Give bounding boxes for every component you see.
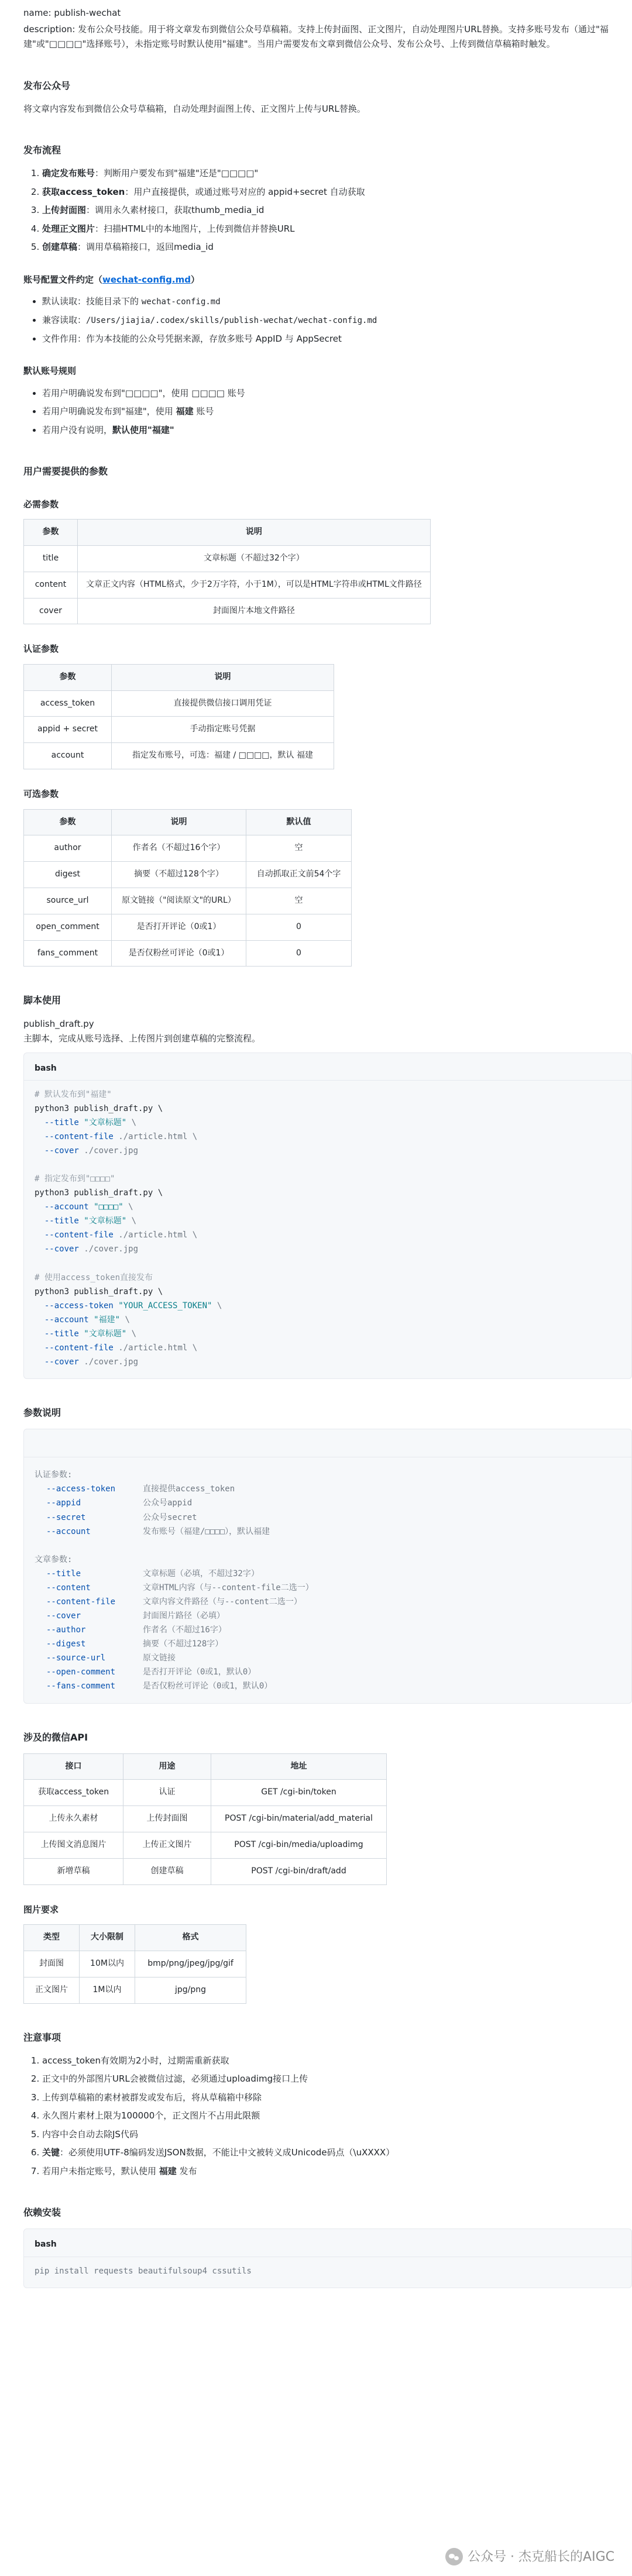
table-header-row xyxy=(24,1753,387,1780)
default-rule-account: □□□□ xyxy=(191,387,225,398)
config-item-label: 兼容读取： xyxy=(42,315,87,326)
table-cell: 直接提供微信接口调用凭证 xyxy=(112,690,334,717)
required-params-heading: 必需参数 xyxy=(23,498,59,510)
table-head xyxy=(24,1925,246,1951)
code-value: ./cover.jpg xyxy=(84,1244,139,1254)
deps-lang-label: bash xyxy=(24,2229,631,2257)
arg-desc: 文章内容文件路径（与--content二选一） xyxy=(143,1597,302,1607)
meta-description: description: 发布公众号技能。用于将文章发布到微信公众号草稿箱。支持上传封面图、正文图片，自动处理图片URL替换。支持多账号发布（通过"福建"或"□□□□"选择账号），未指定账号时默认使用"福建"。当用户需要发布文章到微信公众号、发布公众号、上传到微信草稿箱时触发。 xyxy=(23,23,609,49)
table-body xyxy=(24,1780,387,1884)
section-heading-image: 图片要求 xyxy=(23,1904,59,1915)
default-rule-account: 福建 xyxy=(176,406,194,417)
default-rule: • 若用户明确说发布到"□□□□"，使用 □□□□ 账号 xyxy=(42,386,609,401)
default-rule: • 若用户没有说明，默认使用"福建" xyxy=(42,423,609,438)
table-cell: account xyxy=(24,743,112,769)
table-row xyxy=(24,835,352,862)
flow-step-title: 处理正文图片 xyxy=(42,223,95,234)
code-value: "□□□□" xyxy=(94,1202,123,1212)
table-row xyxy=(24,1977,246,2003)
code-value: "文章标题" xyxy=(84,1329,127,1339)
table-cell: 上传封面图 xyxy=(123,1806,211,1832)
publish-intro: 将文章内容发布到微信公众号草稿箱，自动处理封面图上传、正文图片上传与URL替换。 xyxy=(23,103,366,114)
optional-params-heading: 可选参数 xyxy=(23,789,59,800)
flow-step: 4. 处理正文图片：扫描HTML中的本地图片，上传到微信并替换URL xyxy=(42,222,609,237)
arg-desc: 封面图片路径（必填） xyxy=(143,1611,225,1621)
arg-desc: 摘要（不超过128字） xyxy=(143,1639,224,1649)
table-cell: 空 xyxy=(246,888,352,914)
flow-step-title: 获取access_token xyxy=(42,186,125,197)
table-cell: 获取access_token xyxy=(24,1780,123,1806)
table-header-cell: 用途 xyxy=(123,1753,211,1780)
table-head xyxy=(24,1753,387,1780)
table-row xyxy=(24,1780,387,1806)
table-cell: 10M以内 xyxy=(80,1951,135,1977)
table-cell: title xyxy=(24,545,78,572)
args-content-grid xyxy=(35,1567,621,1694)
code-continuation: \ xyxy=(126,1216,137,1226)
arg-desc: 作者名（不超过16字） xyxy=(143,1625,226,1635)
arg-desc: 是否仅粉丝可评论（0或1，默认0） xyxy=(143,1681,273,1691)
script-code xyxy=(24,1081,631,1379)
table-cell: 摘要（不超过128个字） xyxy=(112,862,246,888)
table-cell: 封面图 xyxy=(24,1951,80,1977)
table-head xyxy=(24,520,431,546)
table-header-row xyxy=(24,520,431,546)
table-row xyxy=(24,743,334,769)
config-item-path: wechat-config.md xyxy=(141,297,221,307)
table-row xyxy=(24,598,431,624)
table-cell: jpg/png xyxy=(135,1977,246,2003)
code-command: python3 publish_draft.py \ xyxy=(35,1103,163,1113)
note-item-key: 关键 xyxy=(42,2147,60,2158)
meta-name: name: publish-wechat xyxy=(23,8,121,18)
table-header-cell: 大小限制 xyxy=(80,1925,135,1951)
code-value: "文章标题" xyxy=(84,1117,127,1127)
code-flag: --cover xyxy=(44,1357,84,1367)
note-item: 4. 永久图片素材上限为100000个，正文图片不占用此限额 xyxy=(42,2109,609,2124)
args-code xyxy=(24,1457,631,1703)
code-command: python3 publish_draft.py \ xyxy=(35,1287,163,1296)
args-code-header xyxy=(24,1429,631,1457)
table-head xyxy=(24,664,334,690)
table-row xyxy=(24,862,352,888)
config-item-path: /Users/jiajia/.codex/skills/publish-wechat/wechat-config.md xyxy=(86,316,377,326)
table-cell: 作者名（不超过16个字） xyxy=(112,835,246,862)
arg-flag: --account xyxy=(46,1526,91,1536)
arg-flag: --digest xyxy=(46,1639,86,1649)
auth-params-heading: 认证参数 xyxy=(23,644,59,655)
code-lang-label: bash xyxy=(24,1053,631,1081)
code-continuation: \ xyxy=(187,1343,198,1353)
code-continuation: \ xyxy=(187,1230,198,1240)
section-heading-config xyxy=(23,273,609,288)
table-cell: 是否打开评论（0或1） xyxy=(112,914,246,940)
config-item-label: 默认读取： xyxy=(42,296,87,307)
required-params-table xyxy=(23,519,431,624)
table-cell: cover xyxy=(24,598,78,624)
note-item: 2. 正文中的外部图片URL会被微信过滤，必须通过uploadimg接口上传 xyxy=(42,2072,609,2087)
table-cell: 0 xyxy=(246,940,352,967)
wechat-icon xyxy=(445,2548,463,2565)
code-flag: --access-token xyxy=(44,1301,119,1311)
code-continuation: \ xyxy=(187,1131,198,1141)
table-cell: 正文图片 xyxy=(24,1977,80,2003)
table-row xyxy=(24,1951,246,1977)
table-cell: 是否仅粉丝可评论（0或1） xyxy=(112,940,246,967)
arg-desc: 是否打开评论（0或1，默认0） xyxy=(143,1667,256,1677)
table-row xyxy=(24,690,334,717)
config-item: • 文件作用：作为本技能的公众号凭据来源，存放多账号 AppID 与 AppSecret xyxy=(42,332,609,347)
note-item: 1. access_token有效期为2小时，过期需重新获取 xyxy=(42,2054,609,2069)
image-requirements-table xyxy=(23,1924,246,2003)
code-value: "福建" xyxy=(94,1315,121,1325)
note-item: 6. 关键：必须使用UTF-8编码发送JSON数据，不能让中文被转义成Unicode码点（\uXXXX） xyxy=(42,2145,609,2161)
config-item: • 默认读取：技能目录下的 wechat-config.md xyxy=(42,294,609,309)
table-cell: open_comment xyxy=(24,914,112,940)
section-heading-default-account: 默认账号规则 xyxy=(23,366,77,377)
table-cell: 上传永久素材 xyxy=(24,1806,123,1832)
table-header-cell: 接口 xyxy=(24,1753,123,1780)
table-header-cell: 默认值 xyxy=(246,809,352,835)
optional-params-table xyxy=(23,809,352,967)
code-continuation: \ xyxy=(120,1315,130,1325)
watermark xyxy=(445,2546,614,2568)
arg-flag: --access-token xyxy=(46,1484,116,1494)
section-heading-publish: 发布公众号 xyxy=(23,80,71,91)
auth-params-table xyxy=(23,664,334,769)
code-value: ./cover.jpg xyxy=(84,1357,139,1367)
code-value: ./cover.jpg xyxy=(84,1146,139,1155)
arg-flag: --author xyxy=(46,1625,86,1635)
config-heading-prefix: 账号配置文件约定（ xyxy=(23,274,103,285)
table-cell: 1M以内 xyxy=(80,1977,135,2003)
table-row xyxy=(24,940,352,967)
table-cell: content xyxy=(24,572,78,598)
code-flag: --content-file xyxy=(44,1230,119,1240)
note-item: 3. 上传到草稿箱的素材被群发或发布后，将从草稿箱中移除 xyxy=(42,2090,609,2106)
args-code-block xyxy=(23,1429,632,1703)
code-value: ./article.html xyxy=(118,1131,188,1141)
code-value: "YOUR_ACCESS_TOKEN" xyxy=(118,1301,212,1311)
table-cell: author xyxy=(24,835,112,862)
table-header-cell: 参数 xyxy=(24,809,112,835)
table-row xyxy=(24,545,431,572)
table-row xyxy=(24,1832,387,1859)
table-cell: source_url xyxy=(24,888,112,914)
arg-desc: 文章标题（必填，不超过32字） xyxy=(143,1569,259,1578)
code-continuation: \ xyxy=(126,1329,137,1339)
flow-step: 1. 确定发布账号：判断用户要发布到"福建"还是"□□□□" xyxy=(42,166,609,181)
table-cell: 上传正文图片 xyxy=(123,1832,211,1859)
table-cell: access_token xyxy=(24,690,112,717)
table-cell: 创建草稿 xyxy=(123,1858,211,1884)
table-cell: POST /cgi-bin/media/uploadimg xyxy=(211,1832,387,1859)
arg-flag: --title xyxy=(46,1569,81,1578)
note-item: 7. 若用户未指定账号，默认使用 福建 发布 xyxy=(42,2164,609,2179)
table-cell: 原文链接（"阅读原文"的URL） xyxy=(112,888,246,914)
config-file-link[interactable]: wechat-config.md xyxy=(102,274,191,285)
section-heading-api: 涉及的微信API xyxy=(23,1731,88,1743)
table-row xyxy=(24,1806,387,1832)
notes-list xyxy=(23,2054,609,2179)
table-cell: 文章标题（不超过32个字） xyxy=(78,545,431,572)
table-row xyxy=(24,572,431,598)
args-auth-grid xyxy=(35,1482,621,1538)
deps-command: pip install requests beautifulsoup4 cssutils xyxy=(35,2266,252,2276)
table-body xyxy=(24,545,431,624)
flow-steps-list xyxy=(23,166,609,255)
config-item xyxy=(42,313,609,328)
flow-step: 2. 获取access_token：用户直接提供，或通过账号对应的 appid+secret 自动获取 xyxy=(42,185,609,200)
section-heading-flow: 发布流程 xyxy=(23,145,61,156)
code-command: python3 publish_draft.py \ xyxy=(35,1188,163,1198)
arg-flag: --source-url xyxy=(46,1653,106,1663)
table-header-cell: 格式 xyxy=(135,1925,246,1951)
table-body xyxy=(24,690,334,769)
code-flag: --title xyxy=(44,1117,84,1127)
args-auth-title: 认证参数: xyxy=(35,1470,73,1480)
script-description: 主脚本，完成从账号选择、上传图片到创建草稿的完整流程。 xyxy=(23,1033,261,1044)
section-heading-deps: 依赖安装 xyxy=(23,2207,61,2219)
section-heading-args: 参数说明 xyxy=(23,1407,61,1419)
table-header-cell: 说明 xyxy=(112,664,334,690)
table-body xyxy=(24,1951,246,2003)
script-code-block xyxy=(23,1053,632,1380)
code-flag: --content-file xyxy=(44,1343,119,1353)
table-cell: 空 xyxy=(246,835,352,862)
table-cell: POST /cgi-bin/material/add_material xyxy=(211,1806,387,1832)
note-item-account: 福建 xyxy=(159,2165,177,2176)
arg-flag: --open-comment xyxy=(46,1667,116,1677)
watermark-text: 公众号 · 杰克船长的AIGC xyxy=(468,2549,614,2564)
code-flag: --title xyxy=(44,1329,84,1339)
table-header-row xyxy=(24,809,352,835)
flow-step-title: 创建草稿 xyxy=(42,242,78,253)
table-header-cell: 说明 xyxy=(112,809,246,835)
table-row xyxy=(24,1858,387,1884)
table-cell: 指定发布账号，可选：福建 / □□□□，默认 福建 xyxy=(112,743,334,769)
table-header-row xyxy=(24,1925,246,1951)
section-heading-notes: 注意事项 xyxy=(23,2031,61,2043)
code-value: "文章标题" xyxy=(84,1216,127,1226)
code-comment: # 默认发布到"福建" xyxy=(35,1089,112,1099)
code-flag: --account xyxy=(44,1202,94,1212)
config-item-label: 文件作用： xyxy=(42,333,87,344)
flow-step-title: 上传封面图 xyxy=(42,205,87,216)
config-heading-suffix: ） xyxy=(190,274,200,285)
section-heading-params: 用户需要提供的参数 xyxy=(23,466,108,477)
table-row xyxy=(24,717,334,743)
table-head xyxy=(24,809,352,835)
code-continuation: \ xyxy=(123,1202,133,1212)
table-row xyxy=(24,888,352,914)
arg-flag: --appid xyxy=(46,1498,81,1508)
flow-step: 5. 创建草稿：调用草稿箱接口，返回media_id xyxy=(42,240,609,255)
arg-desc: 文章HTML内容（与--content-file二选一） xyxy=(143,1583,314,1593)
note-item: 5. 内容中会自动去除JS代码 xyxy=(42,2127,609,2142)
api-table xyxy=(23,1753,387,1885)
config-list xyxy=(23,294,609,346)
arg-desc: 直接提供access_token xyxy=(143,1484,235,1494)
table-header-cell: 说明 xyxy=(78,520,431,546)
arg-desc: 公众号appid xyxy=(143,1498,193,1508)
table-header-row xyxy=(24,664,334,690)
table-header-cell: 参数 xyxy=(24,520,78,546)
table-header-cell: 参数 xyxy=(24,664,112,690)
table-cell: bmp/png/jpeg/jpg/gif xyxy=(135,1951,246,1977)
args-content-title: 文章参数: xyxy=(35,1554,73,1564)
code-flag: --cover xyxy=(44,1146,84,1155)
code-value: ./article.html xyxy=(118,1343,188,1353)
arg-flag: --secret xyxy=(46,1512,86,1522)
script-file-name: publish_draft.py xyxy=(23,1018,94,1029)
table-cell: 自动抓取正文前54个字 xyxy=(246,862,352,888)
table-row xyxy=(24,914,352,940)
table-cell: fans_comment xyxy=(24,940,112,967)
default-rule-account: 默认使用"福建" xyxy=(112,424,174,435)
table-header-cell: 类型 xyxy=(24,1925,80,1951)
table-header-cell: 地址 xyxy=(211,1753,387,1780)
flow-step: 3. 上传封面图：调用永久素材接口，获取thumb_media_id xyxy=(42,203,609,218)
table-cell: 封面图片本地文件路径 xyxy=(78,598,431,624)
arg-flag: --fans-comment xyxy=(46,1681,116,1691)
code-continuation: \ xyxy=(126,1117,137,1127)
arg-flag: --content-file xyxy=(46,1597,116,1607)
code-flag: --title xyxy=(44,1216,84,1226)
table-cell: 0 xyxy=(246,914,352,940)
arg-desc: 发布账号（福建/□□□□），默认福建 xyxy=(143,1526,270,1536)
arg-flag: --cover xyxy=(46,1611,81,1621)
deps-code-block xyxy=(23,2228,632,2288)
table-cell: digest xyxy=(24,862,112,888)
table-cell: 上传图文消息图片 xyxy=(24,1832,123,1859)
default-rules-list xyxy=(23,386,609,438)
code-comment: # 使用access_token直接发布 xyxy=(35,1272,153,1282)
code-flag: --account xyxy=(44,1315,94,1325)
code-continuation: \ xyxy=(212,1301,222,1311)
flow-step-title: 确定发布账号 xyxy=(42,168,95,179)
section-heading-script: 脚本使用 xyxy=(23,995,61,1006)
arg-desc: 原文链接 xyxy=(143,1653,176,1663)
table-cell: 新增草稿 xyxy=(24,1858,123,1884)
table-cell: GET /cgi-bin/token xyxy=(211,1780,387,1806)
code-flag: --cover xyxy=(44,1244,84,1254)
table-cell: appid + secret xyxy=(24,717,112,743)
table-body xyxy=(24,835,352,967)
code-comment: # 指定发布到"□□□□" xyxy=(35,1174,115,1184)
table-cell: 手动指定账号凭据 xyxy=(112,717,334,743)
code-flag: --content-file xyxy=(44,1131,119,1141)
table-cell: POST /cgi-bin/draft/add xyxy=(211,1858,387,1884)
arg-desc: 公众号secret xyxy=(143,1512,197,1522)
table-cell: 文章正文内容（HTML格式，少于2万字符，小于1M），可以是HTML字符串或HTML文件路径 xyxy=(78,572,431,598)
default-rule: • 若用户明确说发布到"福建"，使用 福建 账号 xyxy=(42,404,609,419)
table-cell: 认证 xyxy=(123,1780,211,1806)
arg-flag: --content xyxy=(46,1583,91,1593)
code-value: ./article.html xyxy=(118,1230,188,1240)
